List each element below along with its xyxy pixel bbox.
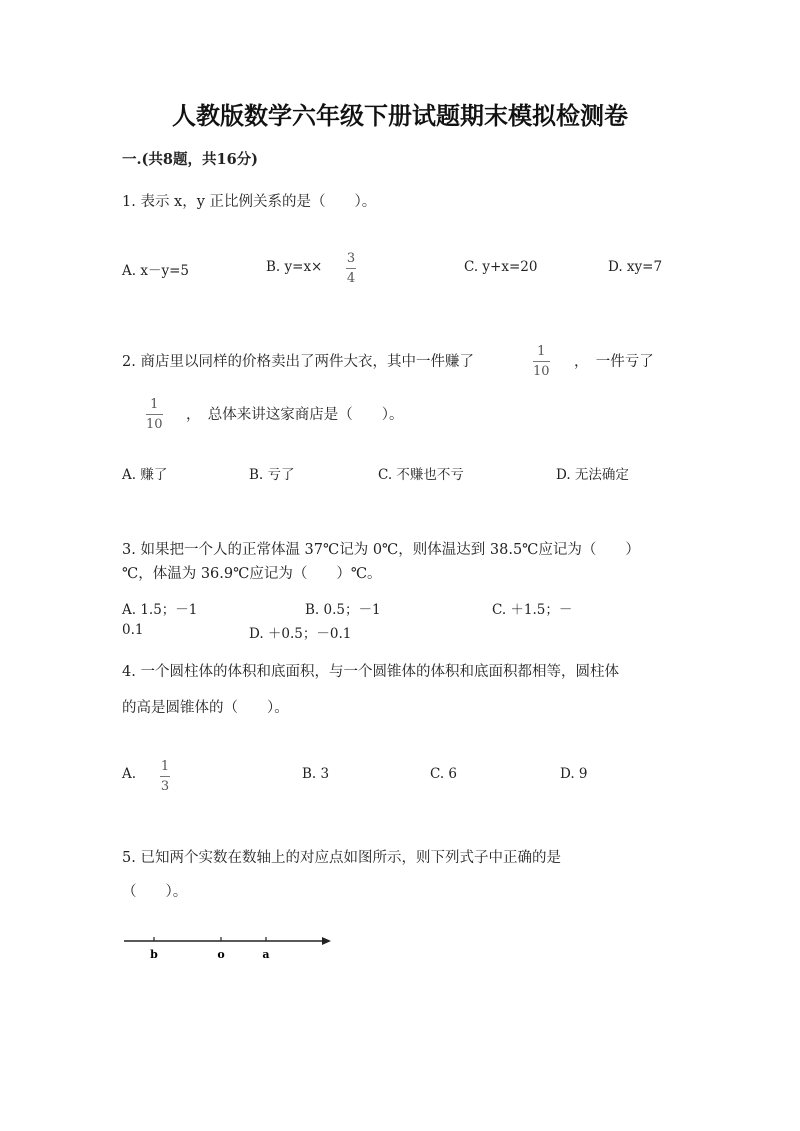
question-1-fraction (346, 252, 356, 285)
question-1-stem: 1. 表示 x，y 正比例关系的是（ ）。 (122, 194, 377, 210)
question-4-option-c: C. 6 (430, 766, 458, 782)
fraction-bar (346, 268, 356, 269)
question-1-option-b: B. y=x× (266, 259, 323, 275)
question-2-fraction-2 (146, 398, 163, 431)
question-3-option-d: D. ＋0.5；－0.1 (249, 626, 352, 642)
question-4-option-b: B. 3 (302, 766, 330, 782)
question-5-stem-line2: （ ）。 (122, 884, 188, 900)
fraction-denominator: 10 (146, 417, 163, 432)
question-4-option-a: A. (122, 766, 137, 782)
question-1-option-a: A. x－y=5 (122, 263, 189, 279)
question-2-option-d: D. 无法确定 (556, 467, 629, 483)
axis-label-o: o (217, 948, 225, 961)
fraction-numerator: 1 (160, 759, 170, 774)
question-3-option-b: B. 0.5；－1 (305, 602, 381, 618)
page-title: 人教版数学六年级下册试题期末模拟检测卷 (172, 101, 628, 130)
question-3-option-c-continued: 0.1 (122, 622, 144, 638)
question-2-option-a: A. 赚了 (122, 467, 168, 483)
question-2-fraction-1 (533, 345, 550, 378)
question-5-stem-line1: 5. 已知两个实数在数轴上的对应点如图所示，则下列式子中正确的是 (122, 850, 561, 866)
fraction-denominator: 10 (533, 364, 550, 379)
question-2-stem-part1: 2. 商店里以同样的价格卖出了两件大衣，其中一件赚了 (122, 354, 474, 370)
fraction-bar (160, 776, 170, 777)
question-3-option-a: A. 1.5；－1 (122, 602, 198, 618)
question-2-stem-part2: ， 一件亏了 (574, 354, 654, 370)
question-3-option-c: C. ＋1.5；－ (492, 602, 573, 618)
question-4-stem-line2: 的高是圆锥体的（ ）。 (122, 700, 289, 716)
fraction-denominator: 4 (346, 271, 356, 286)
fraction-numerator: 1 (150, 397, 159, 412)
question-4-option-d: D. 9 (560, 766, 588, 782)
question-4-stem-line1: 4. 一个圆柱体的体积和底面积，与一个圆锥体的体积和底面积都相等，圆柱体 (122, 664, 619, 680)
arrow-head-icon (322, 937, 331, 945)
question-3-stem-line1: 3. 如果把一个人的正常体温 37℃记为 0℃，则体温达到 38.5℃应记为（ ） (122, 542, 640, 558)
fraction-denominator: 3 (160, 779, 170, 794)
question-2-option-c: C. 不赚也不亏 (378, 467, 464, 483)
question-1-option-d: D. xy=7 (608, 259, 663, 275)
axis-label-a: a (262, 948, 270, 961)
section-heading: 一.(共8题，共16分) (122, 151, 259, 168)
fraction-numerator: 1 (537, 344, 546, 359)
fraction-bar (146, 414, 163, 415)
question-1-option-c: C. y+x=20 (464, 259, 538, 275)
question-2-stem-part3: ， 总体来讲这家商店是（ ）。 (186, 407, 404, 423)
number-line (120, 930, 335, 964)
question-2-option-b: B. 亏了 (249, 467, 295, 483)
axis-label-b: b (150, 948, 158, 961)
question-3-stem-line2: ℃，体温为 36.9℃应记为（ ）℃。 (122, 566, 382, 582)
fraction-numerator: 3 (346, 251, 356, 266)
question-4-fraction (160, 760, 170, 793)
fraction-bar (533, 361, 550, 362)
